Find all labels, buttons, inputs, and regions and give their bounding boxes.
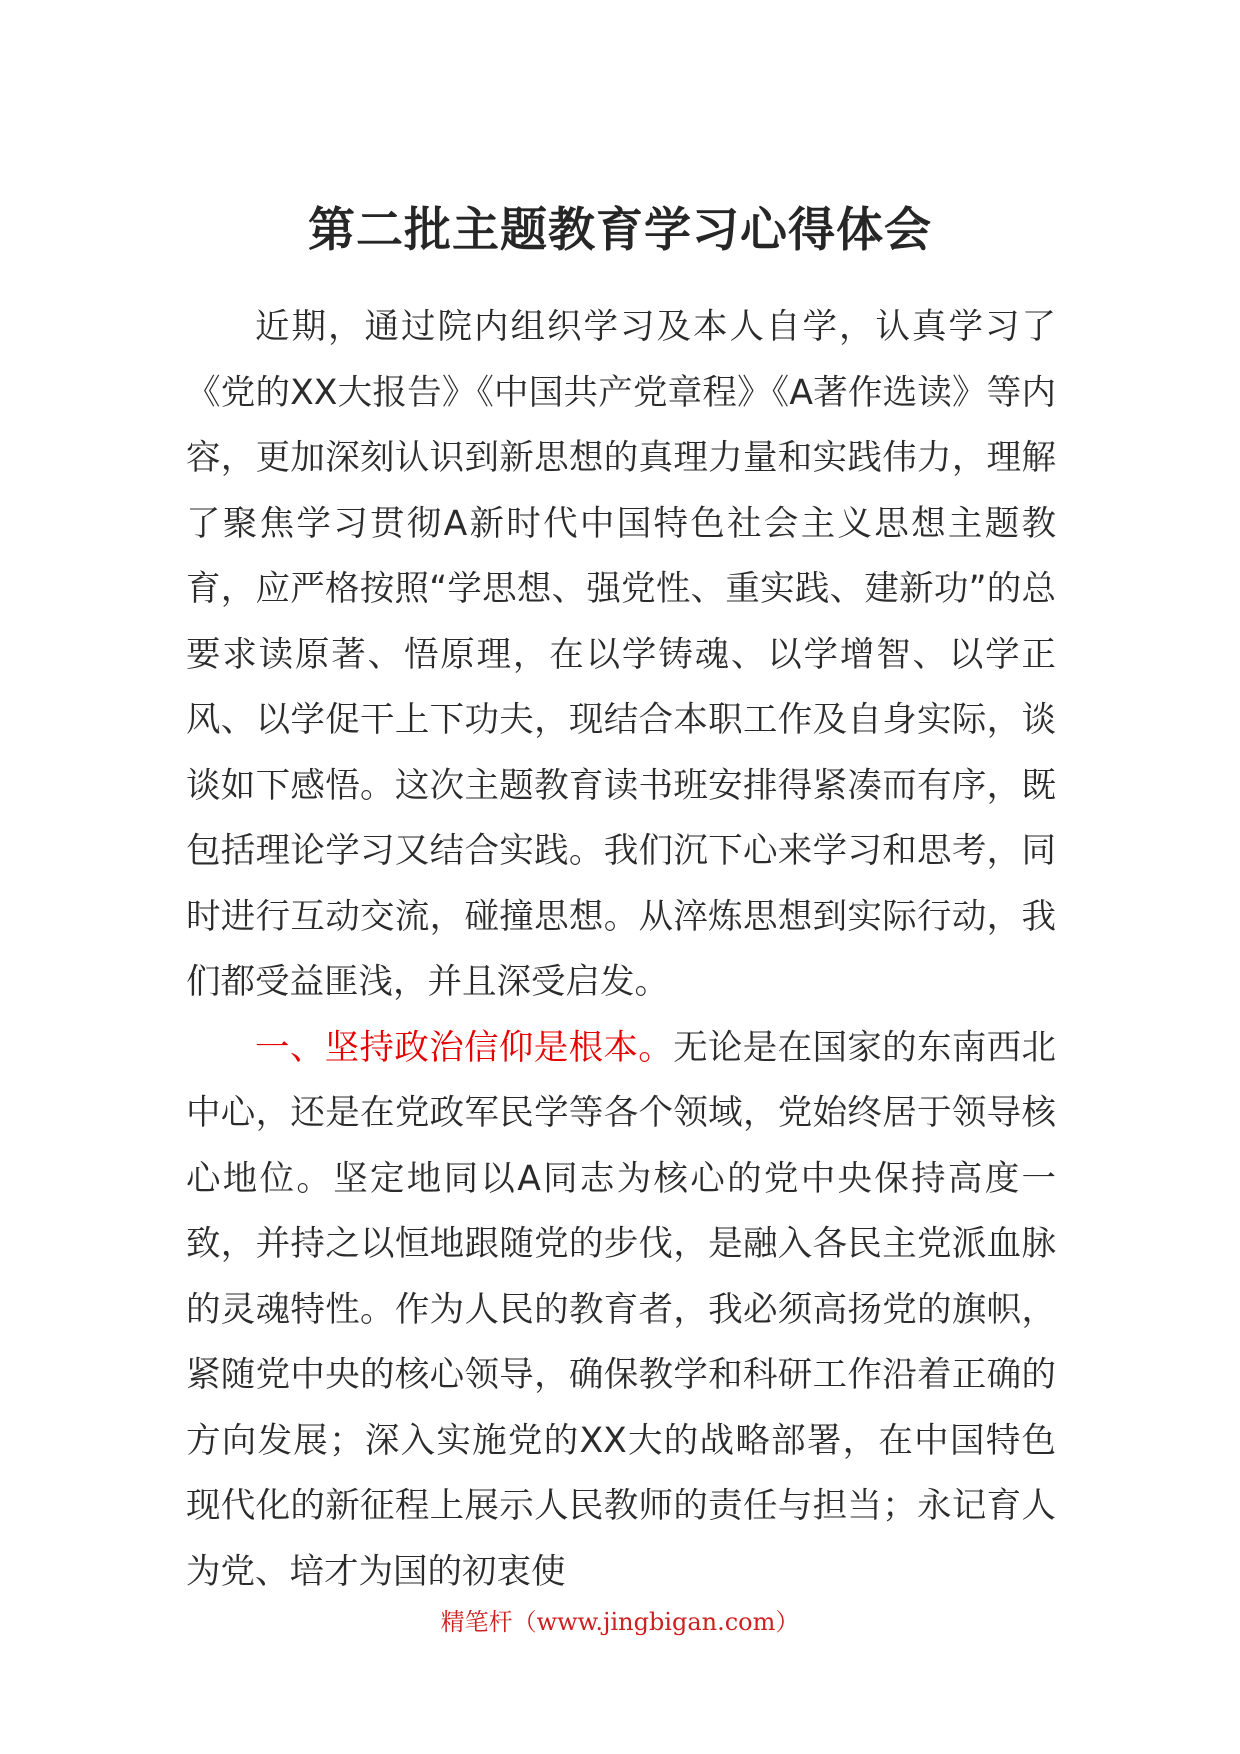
footer-watermark: 精笔杆（www.jingbigan.com） — [440, 1608, 800, 1636]
document-body — [186, 295, 1056, 1605]
section-1-paragraph — [186, 1016, 1056, 1606]
intro-paragraph: 近期，通过院内组织学习及本人自学，认真学习了《党的XX大报告》《中国共产党章程》《A著作选读》等内容，更加深刻认识到新思想的真理力量和实践伟力，理解了聚焦学习贯彻A新时代中国特色社会主义思想主题教育，应严格按照“学思想、强党性、重实践、建新功”的总要求读原著、悟原理，在以学铸魂、以学增智、以学正风、以学促干上下功夫，现结合本职工作及自身实际，谈谈如下感悟。这次主题教育读书班安排得紧凑而有序，既包括理论学习又结合实践。我们沉下心来学习和思考，同时进行互动交流，碰撞思想。从淬炼思想到实际行动，我们都受益匪浅，并且深受启发。 — [186, 307, 1056, 1002]
document-title: 第二批主题教育学习心得体会 — [308, 203, 932, 258]
section-1-text: 无论是在国家的东南西北中心，还是在党政军民学等各个领域，党始终居于领导核心地位。坚定地同以A同志为核心的党中央保持高度一致，并持之以恒地跟随党的步伐，是融入各民主党派血脉的灵魂特性。作为人民的教育者，我必须高扬党的旗帜，紧随党中央的核心领导，确保教学和科研工作沿着正确的方向发展；深入实施党的XX大的战略部署，在中国特色现代化的新征程上展示人民教师的责任与担当；永记育人为党、培才为国的初衷使 — [186, 1027, 1057, 1592]
section-1-heading: 一、坚持政治信仰是根本。 — [255, 1027, 674, 1068]
